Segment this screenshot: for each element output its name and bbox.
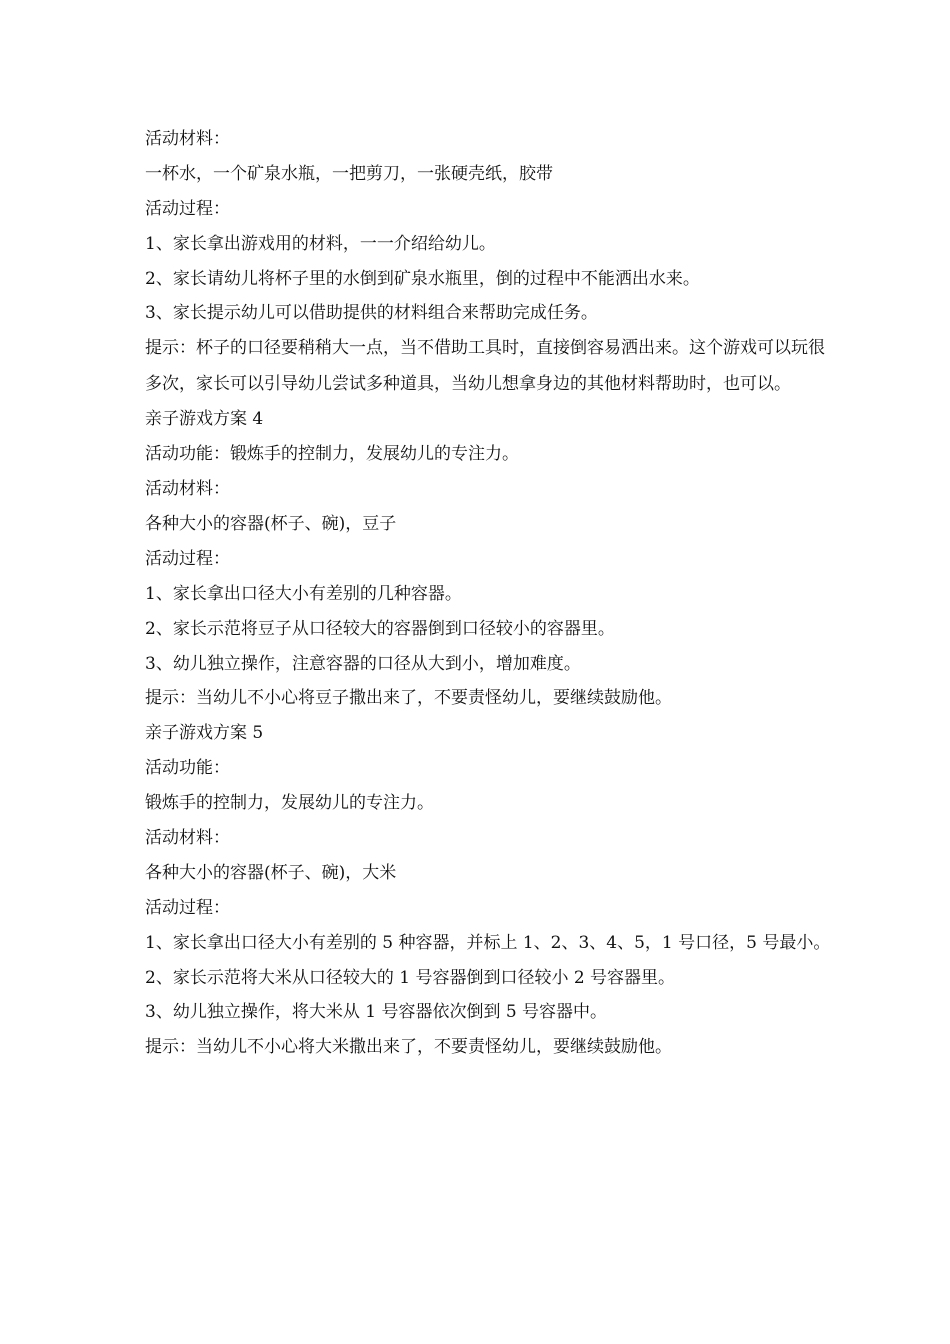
plan-5-step: 3、幼儿独立操作，将大米从 1 号容器依次倒到 5 号容器中。 bbox=[145, 1002, 608, 1023]
process-label: 活动过程： bbox=[145, 198, 230, 219]
plan-5-function: 锻炼手的控制力，发展幼儿的专注力。 bbox=[145, 793, 434, 814]
process-step: 2、家长请幼儿将杯子里的水倒到矿泉水瓶里，倒的过程中不能洒出水来。 bbox=[145, 268, 700, 289]
plan-5-materials: 各种大小的容器(杯子、碗)，大米 bbox=[145, 862, 397, 883]
plan-5-tip: 提示：当幼儿不小心将大米撒出来了，不要责怪幼儿，要继续鼓励他。 bbox=[145, 1037, 672, 1058]
plan-4-step: 3、幼儿独立操作，注意容器的口径从大到小，增加难度。 bbox=[145, 653, 581, 674]
process-step: 3、家长提示幼儿可以借助提供的材料组合来帮助完成任务。 bbox=[145, 303, 598, 324]
plan-4-function: 活动功能：锻炼手的控制力，发展幼儿的专注力。 bbox=[145, 444, 519, 465]
plan-5-function-label: 活动功能： bbox=[145, 758, 230, 779]
tip-paragraph: 提示：杯子的口径要稍稍大一点，当不借助工具时，直接倒容易洒出来。这个游戏可以玩很多次，家长可以引导幼儿尝试多种道具，当幼儿想拿身边的其他材料帮助时，也可以。 bbox=[145, 338, 825, 394]
plan-5-title: 亲子游戏方案 5 bbox=[145, 723, 264, 744]
plan-5-process-label: 活动过程： bbox=[145, 897, 230, 918]
plan-4-step: 2、家长示范将豆子从口径较大的容器倒到口径较小的容器里。 bbox=[145, 618, 615, 639]
plan-4-materials-label: 活动材料： bbox=[145, 479, 230, 500]
plan-4-materials: 各种大小的容器(杯子、碗)，豆子 bbox=[145, 514, 397, 535]
process-step: 1、家长拿出游戏用的材料，一一介绍给幼儿。 bbox=[145, 233, 496, 254]
plan-4-step: 1、家长拿出口径大小有差别的几种容器。 bbox=[145, 583, 462, 604]
plan-4-process-label: 活动过程： bbox=[145, 548, 230, 569]
plan-4-tip: 提示：当幼儿不小心将豆子撒出来了，不要责怪幼儿，要继续鼓励他。 bbox=[145, 688, 672, 709]
plan-4-title: 亲子游戏方案 4 bbox=[145, 409, 264, 430]
plan-5-step: 1、家长拿出口径大小有差别的 5 种容器，并标上 1、2、3、4、5，1 号口径，5 号最小。 bbox=[145, 932, 831, 953]
plan-5-step: 2、家长示范将大米从口径较大的 1 号容器倒到口径较小 2 号容器里。 bbox=[145, 967, 676, 988]
plan-5-materials-label: 活动材料： bbox=[145, 828, 230, 849]
document-body bbox=[145, 122, 831, 1065]
materials-label: 活动材料： bbox=[145, 129, 230, 149]
materials-list: 一杯水，一个矿泉水瓶，一把剪刀，一张硬壳纸，胶带 bbox=[145, 163, 553, 184]
